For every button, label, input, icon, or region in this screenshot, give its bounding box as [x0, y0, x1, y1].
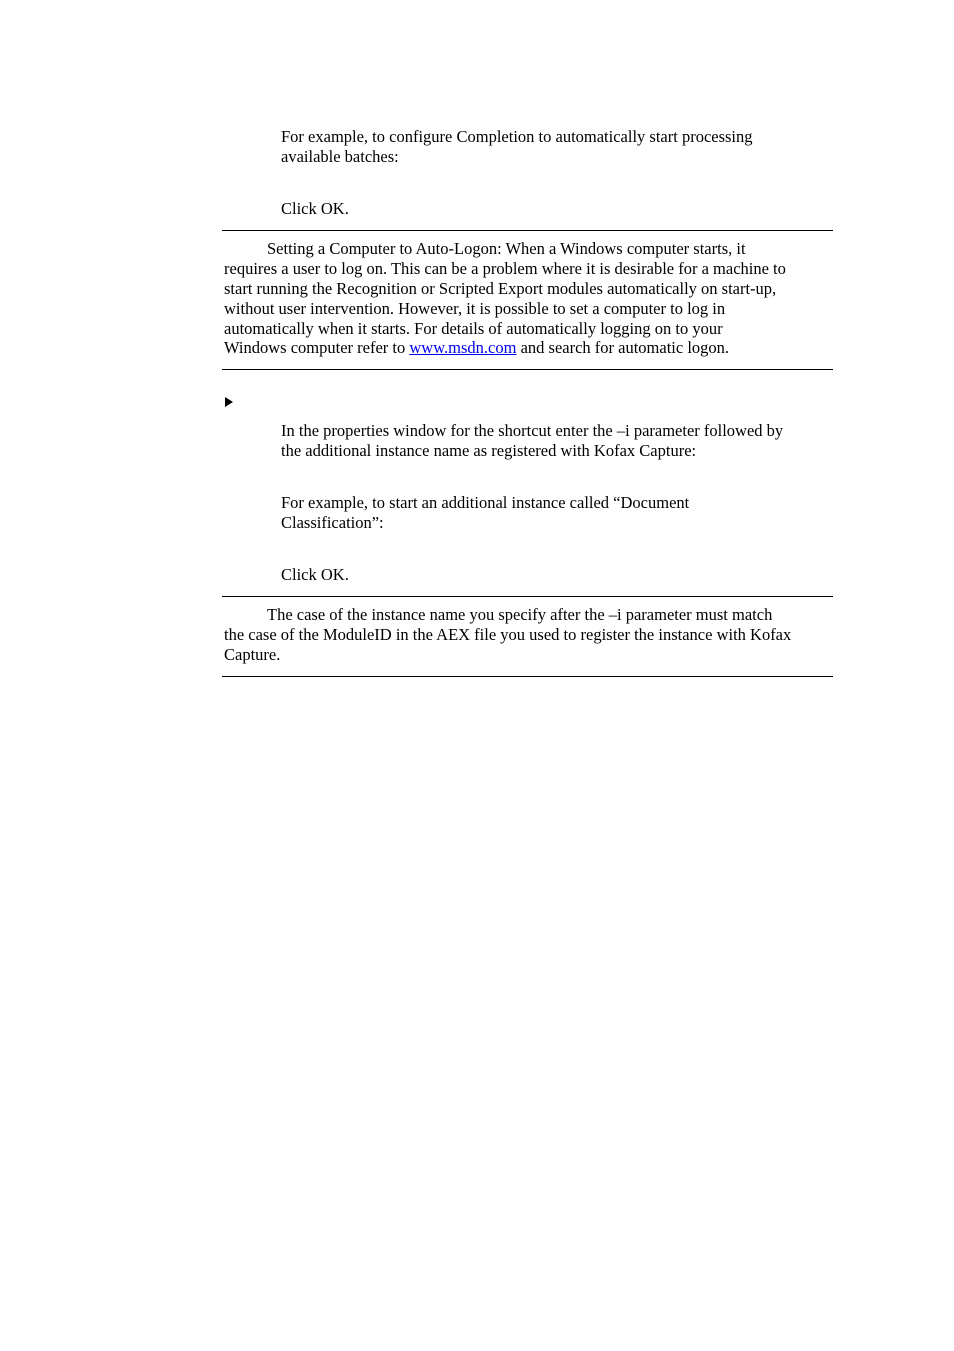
msdn-link[interactable]: www.msdn.com — [409, 338, 517, 357]
note-top-divider — [222, 596, 833, 597]
note-top-divider — [222, 230, 833, 231]
note-text-line: Capture. — [224, 645, 281, 664]
note-bottom-divider — [222, 676, 833, 677]
note-text-line: Setting a Computer to Auto-Logon: When a Windows computer starts, it — [267, 239, 746, 258]
note-text-line: requires a user to log on. This can be a problem where it is desirable for a machine to — [224, 259, 786, 278]
example-text-line: available batches: — [281, 147, 399, 166]
note-text-prefix: Windows computer refer to — [224, 338, 410, 357]
click-ok-text: Click OK. — [281, 199, 349, 218]
note-text-line-with-link — [224, 338, 729, 358]
note-text-suffix: and search for automatic logon. — [516, 338, 730, 357]
example-text-line: For example, to start an additional instance called “Document — [281, 493, 690, 512]
example-text-line: For example, to configure Completion to automatically start processing — [281, 127, 753, 146]
note-text-line: the case of the ModuleID in the AEX file you used to register the instance with Kofax — [224, 625, 792, 644]
click-ok-text: Click OK. — [281, 565, 349, 584]
step-text-line: the additional instance name as registered with Kofax Capture: — [281, 441, 697, 460]
step-text-line: In the properties window for the shortcut enter the –i parameter followed by — [281, 421, 784, 440]
note-text-line: start running the Recognition or Scripted Export modules automatically on start-up, — [224, 279, 777, 298]
note-bottom-divider — [222, 369, 833, 370]
example-text-line: Classification”: — [281, 513, 384, 532]
note-text-line: automatically when it starts. For details of automatically logging on to your — [224, 319, 723, 338]
note-text-line: without user intervention. However, it is possible to set a computer to log in — [224, 299, 726, 318]
procedure-arrow-icon — [225, 397, 233, 407]
note-text-line: The case of the instance name you specify after the –i parameter must match — [267, 605, 773, 624]
